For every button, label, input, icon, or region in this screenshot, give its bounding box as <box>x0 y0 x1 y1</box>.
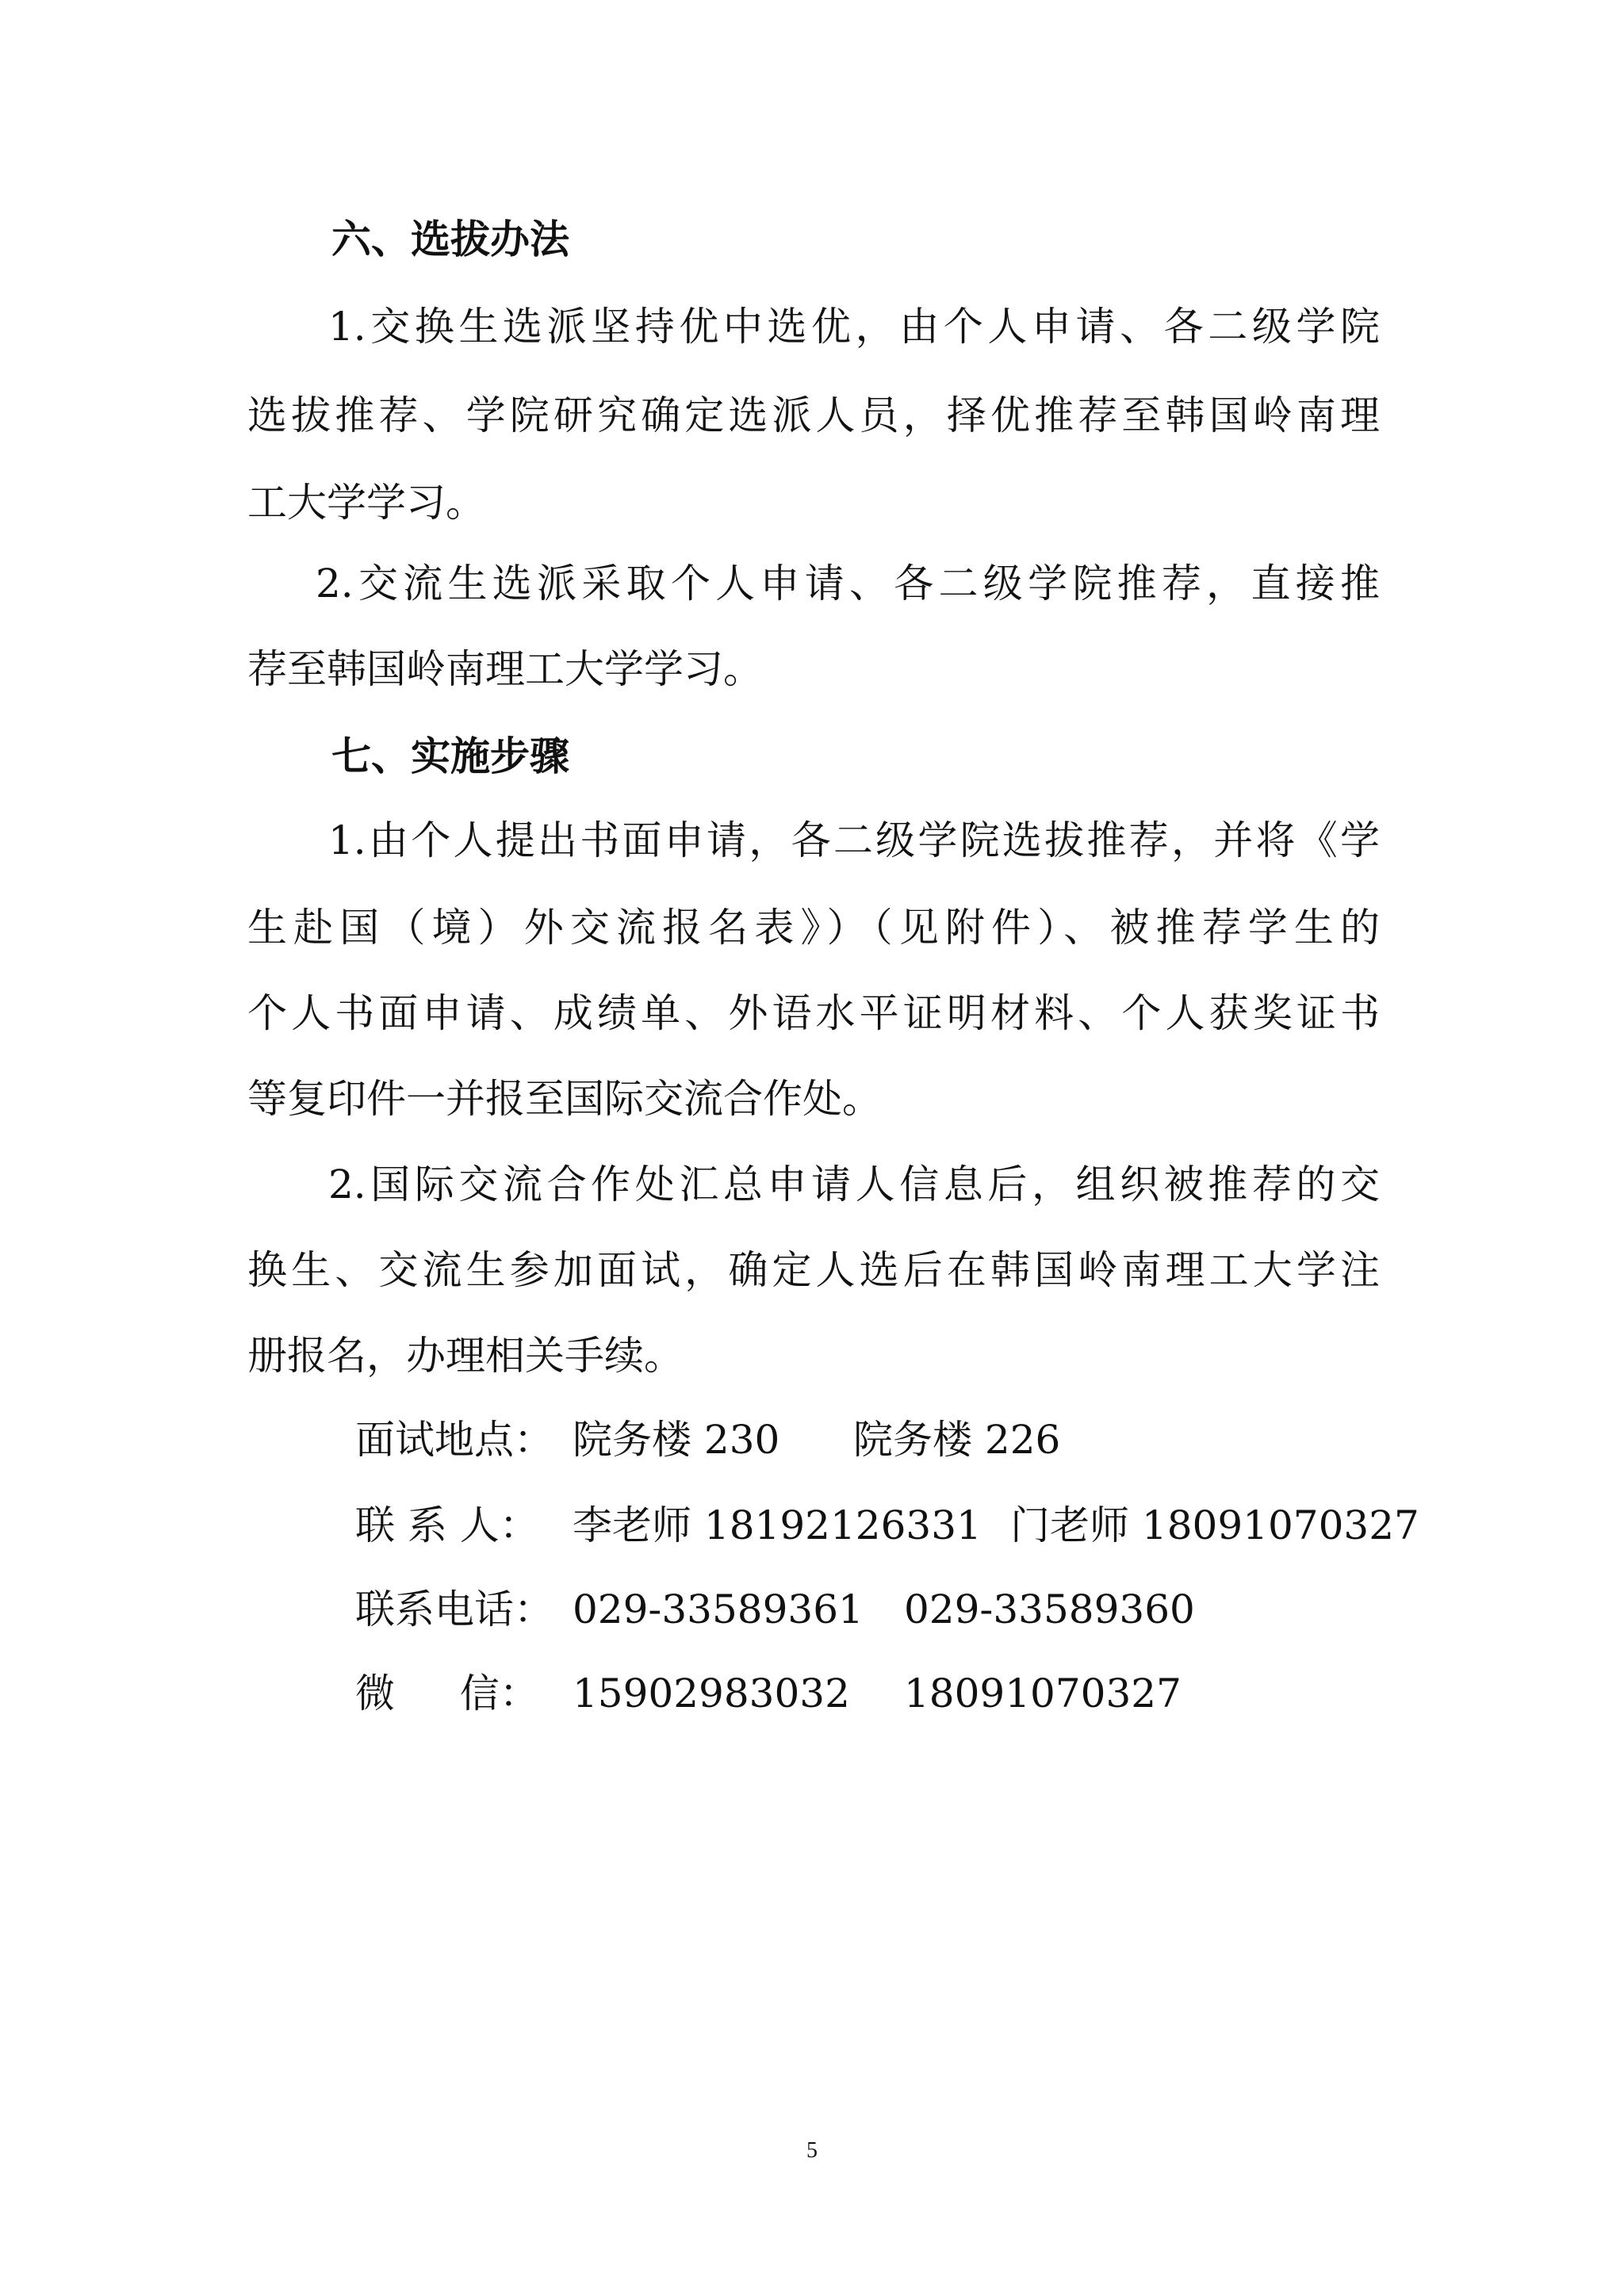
contact-value: 院务楼 230 <box>573 1417 780 1463</box>
contact-value: 18091070327 <box>904 1670 1182 1716</box>
paragraph-line: 换生、交流生参加面试，确定人选后在韩国岭南理工大学注 <box>247 1247 1380 1293</box>
contact-row-phone <box>355 1586 1195 1633</box>
page-number: 5 <box>806 2138 818 2163</box>
paragraph-line: 1.交换生选派坚持优中选优，由个人申请、各二级学院 <box>328 304 1380 350</box>
contact-value: 029-33589360 <box>904 1586 1195 1632</box>
paragraph-line: 选拔推荐、学院研究确定选派人员，择优推荐至韩国岭南理 <box>247 392 1380 438</box>
paragraph-line: 工大学学习。 <box>247 480 485 526</box>
paragraph-line: 2.国际交流合作处汇总申请人信息后，组织被推荐的交 <box>328 1161 1380 1207</box>
contact-row-location <box>355 1416 1060 1464</box>
contact-value: 029-33589361 <box>573 1586 864 1632</box>
contact-label: 面试地点： <box>355 1417 553 1463</box>
paragraph-line: 册报名，办理相关手续。 <box>247 1333 684 1379</box>
paragraph-line: 等复印件一并报至国际交流合作处。 <box>247 1076 882 1122</box>
contact-row-wechat <box>355 1670 1182 1717</box>
section-heading-implementation-steps: 七、实施步骤 <box>331 733 569 779</box>
section-heading-selection-method: 六、选拔办法 <box>331 216 569 262</box>
contact-value: 院务楼 226 <box>853 1417 1061 1463</box>
contact-value: 李老师 18192126331 <box>573 1502 982 1548</box>
contact-label: 联 系 人： <box>355 1502 539 1548</box>
paragraph-line: 个人书面申请、成绩单、外语水平证明材料、个人获奖证书 <box>247 990 1380 1036</box>
paragraph-line: 1.由个人提出书面申请，各二级学院选拔推荐，并将《学 <box>328 817 1380 863</box>
contact-value: 15902983032 <box>573 1670 850 1716</box>
contact-label: 微 信： <box>355 1670 539 1716</box>
paragraph-line: 荐至韩国岭南理工大学学习。 <box>247 646 763 692</box>
paragraph-line: 生赴国（境）外交流报名表》）（见附件）、被推荐学生的 <box>247 905 1380 951</box>
contact-value: 门老师 18091070327 <box>1010 1502 1419 1548</box>
paragraph-line: 2.交流生选派采取个人申请、各二级学院推荐，直接推 <box>316 561 1380 607</box>
contact-label: 联系电话： <box>355 1586 553 1632</box>
contact-row-person <box>355 1502 1419 1549</box>
